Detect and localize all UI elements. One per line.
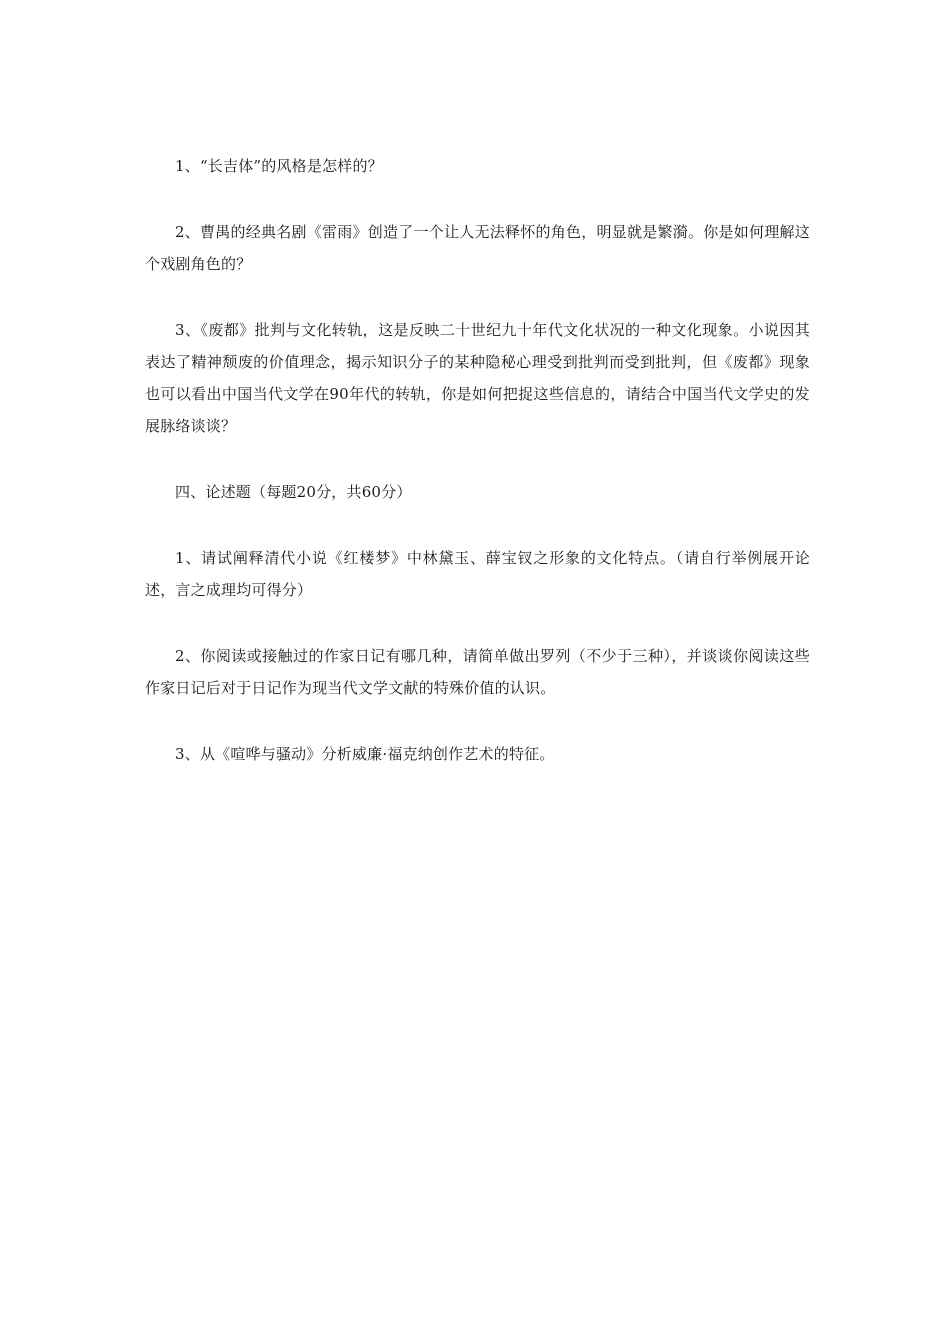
- question-3-3: 3、《废都》批判与文化转轨，这是反映二十世纪九十年代文化状况的一种文化现象。小说因其表达了精神颓废的价值理念，揭示知识分子的某种隐秘心理受到批判而受到批判，但《废都》现象也可以看出中国当代文学在90年代的转轨，你是如何把捉这些信息的，请结合中国当代文学史的发展脉络谈谈？: [145, 321, 810, 435]
- question-3-1: 1、“长吉体”的风格是怎样的？: [175, 157, 383, 175]
- question-4-1: 1、请试阐释清代小说《红楼梦》中林黛玉、薛宝钗之形象的文化特点。（请自行举例展开论述，言之成理均可得分）: [145, 549, 810, 599]
- question-3-2: 2、曹禺的经典名剧《雷雨》创造了一个让人无法释怀的角色，明显就是繁漪。你是如何理解这个戏剧角色的？: [145, 223, 810, 273]
- question-4-2: 2、你阅读或接触过的作家日记有哪几种，请简单做出罗列（不少于三种），并谈谈你阅读这些作家日记后对于日记作为现当代文学文献的特殊价值的认识。: [145, 647, 810, 697]
- document-body: [145, 150, 810, 804]
- section-heading-4: 四、论述题（每题20分，共60分）: [175, 483, 412, 501]
- question-4-3: 3、从《喧哗与骚动》分析威廉·福克纳创作艺术的特征。: [175, 745, 555, 763]
